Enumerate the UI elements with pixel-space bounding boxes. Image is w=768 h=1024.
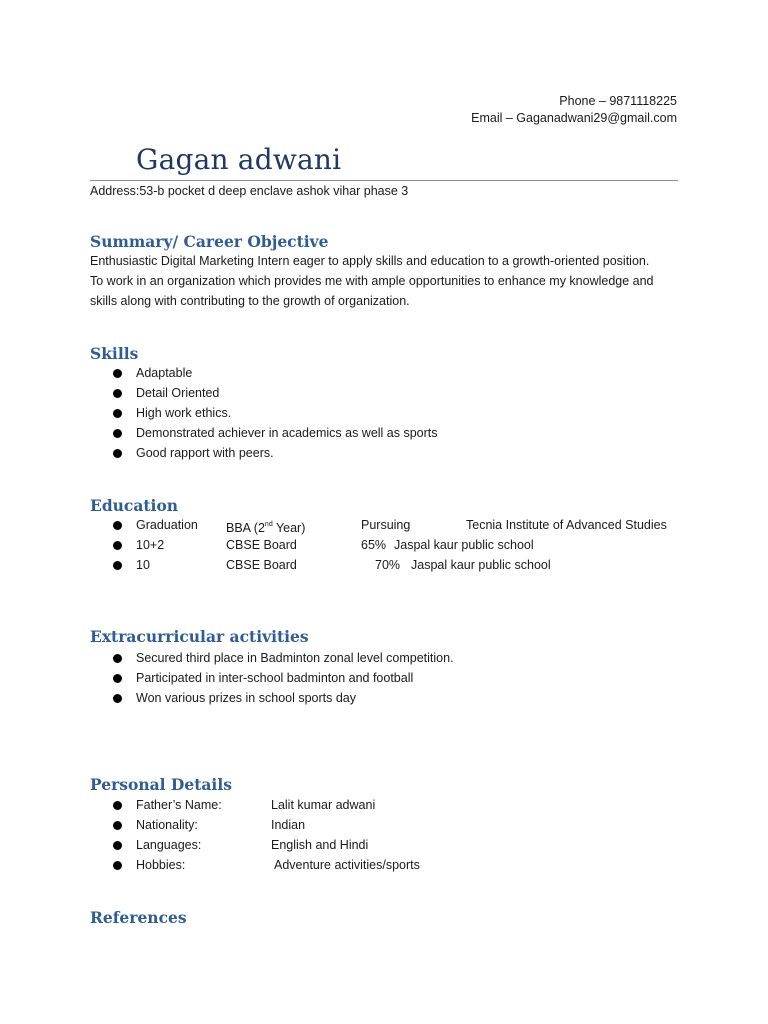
summary-line: skills along with contributing to the growth of organization. xyxy=(90,294,410,308)
education-row xyxy=(110,555,551,575)
education-score: 70% xyxy=(375,558,401,572)
skills-list xyxy=(110,363,438,463)
list-item: Won various prizes in school sports day xyxy=(110,688,454,708)
education-level: Graduation xyxy=(136,518,198,532)
summary-line: To work in an organization which provides me with ample opportunities to enhance my knowledge and xyxy=(90,274,654,288)
phone-text: Phone – 9871118225 xyxy=(559,94,677,108)
list-item: Secured third place in Badminton zonal level competition. xyxy=(110,648,454,668)
personal-row xyxy=(110,835,369,855)
personal-row xyxy=(110,795,376,815)
education-institute: Jaspal kaur public school xyxy=(394,538,534,552)
personal-list xyxy=(110,795,420,875)
personal-value: Lalit kumar adwani xyxy=(271,798,376,812)
personal-value: English and Hindi xyxy=(271,838,369,852)
education-score: 65% xyxy=(361,538,387,552)
references-heading: References xyxy=(90,908,187,927)
personal-value: Adventure activities/sports xyxy=(274,858,420,872)
personal-row xyxy=(110,815,306,835)
personal-label: Hobbies: xyxy=(136,858,186,872)
summary-heading: Summary/ Career Objective xyxy=(90,232,329,251)
education-level: 10 xyxy=(136,558,150,572)
email-text: Email – Gaganadwani29@gmail.com xyxy=(471,111,677,125)
education-level: 10+2 xyxy=(136,538,165,552)
list-item: Adaptable xyxy=(110,363,438,383)
skills-heading: Skills xyxy=(90,344,139,363)
education-row xyxy=(110,515,667,535)
list-item: Participated in inter-school badminton and football xyxy=(110,668,454,688)
header-divider xyxy=(90,180,678,181)
personal-value: Indian xyxy=(271,818,306,832)
education-board: BBA (2nd Year) xyxy=(226,521,306,535)
list-item: Demonstrated achiever in academics as well as sports xyxy=(110,423,438,443)
education-row xyxy=(110,535,534,555)
summary-line: Enthusiastic Digital Marketing Intern eager to apply skills and education to a growth-oriented position. xyxy=(90,254,650,268)
education-list xyxy=(110,515,667,575)
personal-row xyxy=(110,855,420,875)
personal-label: Languages: xyxy=(136,838,202,852)
extracurricular-heading: Extracurricular activities xyxy=(90,627,309,646)
education-score: Pursuing xyxy=(361,518,411,532)
personal-label: Father’s Name: xyxy=(136,798,222,812)
address-text: Address:53-b pocket d deep enclave ashok vihar phase 3 xyxy=(90,184,409,198)
list-item: High work ethics. xyxy=(110,403,438,423)
education-board: CBSE Board xyxy=(226,558,297,572)
list-item: Detail Oriented xyxy=(110,383,438,403)
extracurricular-list xyxy=(110,648,454,708)
personal-heading: Personal Details xyxy=(90,775,232,794)
contact-block xyxy=(471,93,677,127)
education-institute: Jaspal kaur public school xyxy=(411,558,551,572)
personal-label: Nationality: xyxy=(136,818,198,832)
candidate-name: Gagan adwani xyxy=(136,143,342,176)
education-heading: Education xyxy=(90,496,179,515)
summary-paragraph xyxy=(90,251,680,311)
education-board: CBSE Board xyxy=(226,538,297,552)
education-institute: Tecnia Institute of Advanced Studies xyxy=(466,518,667,532)
list-item: Good rapport with peers. xyxy=(110,443,438,463)
